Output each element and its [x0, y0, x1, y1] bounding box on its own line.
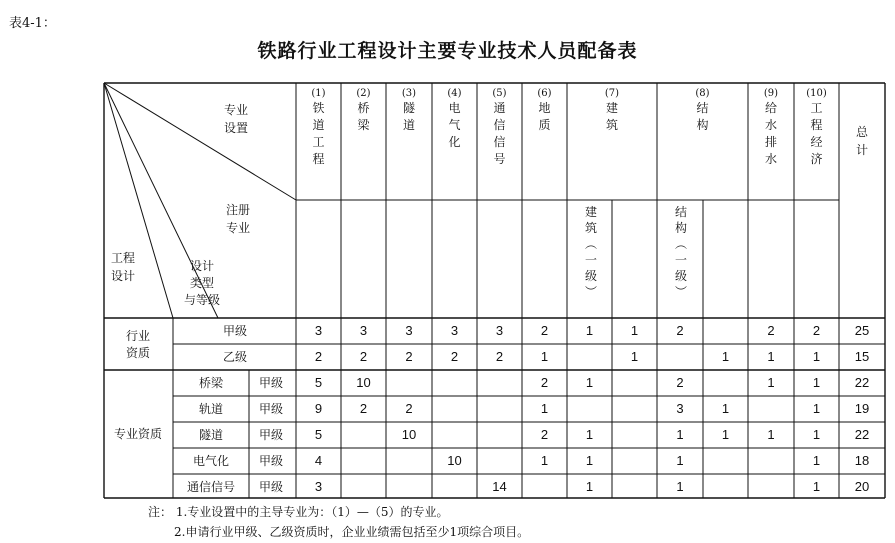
column-number-1: (1) [311, 88, 326, 99]
cell-value: 2 [405, 401, 413, 416]
cell-value: 15 [854, 349, 870, 364]
cell-value: 1 [585, 323, 594, 338]
column-name-3: 道 [402, 118, 416, 132]
corner-label-registered-specialty: 专业 [225, 221, 251, 235]
cell-value: 1 [812, 375, 821, 390]
row-type: 桥梁 [198, 376, 224, 390]
row-type: 甲级 [222, 324, 248, 338]
column-name-2: 桥 [357, 101, 370, 115]
registered-structure: ︵ [674, 237, 688, 251]
column-name-5: 信 [493, 135, 506, 149]
column-name-5: 号 [493, 152, 506, 166]
cell-value: 1 [630, 349, 639, 364]
corner-label-specialty-setting: 专业 [223, 103, 249, 117]
row-grade: 甲级 [258, 376, 284, 390]
registered-architecture: ︶ [584, 285, 598, 299]
registered-architecture: 一 [584, 253, 598, 267]
column-name-10: 程 [810, 118, 823, 132]
cell-value: 1 [812, 427, 821, 442]
cell-value: 3 [450, 323, 459, 338]
group-name-1: 专业资质 [113, 427, 163, 441]
cell-value: 2 [405, 349, 413, 364]
cell-value: 3 [676, 401, 684, 416]
column-number-8: (8) [695, 88, 710, 99]
registered-architecture: ︵ [584, 237, 598, 251]
total-header: 计 [855, 143, 869, 157]
row-grade: 甲级 [258, 454, 284, 468]
cell-value: 1 [630, 323, 639, 338]
cell-value: 2 [314, 349, 323, 364]
column-name-4: 电 [448, 101, 461, 115]
cell-value: 20 [854, 479, 870, 494]
cell-value: 3 [359, 323, 368, 338]
cell-value: 1 [676, 479, 684, 494]
cell-value: 1 [767, 349, 775, 364]
row-type: 电气化 [192, 454, 230, 468]
cell-value: 1 [721, 427, 730, 442]
column-name-4: 气 [448, 118, 461, 132]
corner-label-design-type: 与等级 [183, 293, 221, 307]
registered-structure: 构 [674, 221, 688, 235]
cell-value: 22 [854, 427, 870, 442]
column-name-4: 化 [448, 135, 461, 149]
column-name-1: 工 [312, 135, 325, 149]
cell-value: 3 [314, 479, 323, 494]
cell-value: 2 [540, 375, 549, 390]
cell-value: 1 [676, 427, 684, 442]
cell-value: 1 [721, 349, 730, 364]
row-grade: 甲级 [258, 428, 284, 442]
column-name-10: 工 [810, 101, 823, 115]
cell-value: 1 [812, 349, 821, 364]
registered-structure: ︶ [674, 285, 688, 299]
column-name-1: 铁 [312, 101, 325, 115]
column-name-7: 建 [605, 101, 619, 115]
cell-value: 1 [540, 401, 549, 416]
corner-label-specialty-setting: 设置 [223, 121, 249, 135]
cell-value: 1 [585, 453, 594, 468]
registered-structure: 一 [674, 253, 688, 267]
cell-value: 18 [854, 453, 870, 468]
column-name-7: 筑 [605, 118, 619, 132]
cell-value: 1 [676, 453, 684, 468]
cell-value: 1 [585, 479, 594, 494]
column-name-5: 信 [493, 118, 506, 132]
corner-label-registered-specialty: 注册 [225, 203, 251, 217]
cell-value: 1 [721, 401, 730, 416]
column-number-6: (6) [537, 88, 552, 99]
page-title: 铁路行业工程设计主要专业技术人员配备表 [257, 40, 638, 62]
notes [148, 502, 529, 542]
column-name-10: 经 [810, 135, 823, 149]
row-type: 轨道 [198, 402, 224, 416]
cell-value: 1 [540, 349, 549, 364]
row-grade: 甲级 [258, 402, 284, 416]
total-header: 总 [855, 125, 869, 139]
group-name-0: 行业 [125, 329, 151, 343]
column-name-9: 给 [764, 101, 778, 115]
column-name-8: 结 [696, 101, 709, 115]
cell-value: 1 [767, 375, 775, 390]
registered-architecture: 建 [584, 205, 598, 219]
cell-value: 2 [676, 323, 684, 338]
cell-value: 1 [585, 427, 594, 442]
corner-label-engineering-design: 设计 [110, 269, 136, 283]
cell-value: 2 [676, 375, 684, 390]
cell-value: 10 [447, 453, 462, 468]
cell-value: 2 [540, 323, 549, 338]
corner-label-design-type: 类型 [189, 276, 215, 290]
cell-value: 2 [540, 427, 549, 442]
cell-value: 2 [495, 349, 504, 364]
cell-value: 3 [314, 323, 323, 338]
cell-value: 3 [495, 323, 504, 338]
column-name-6: 质 [538, 118, 551, 132]
row-type: 乙级 [222, 350, 248, 364]
cell-value: 10 [401, 427, 417, 442]
column-name-1: 程 [312, 152, 325, 166]
registered-structure: 结 [674, 205, 688, 219]
column-name-1: 道 [312, 118, 325, 132]
row-grade: 甲级 [258, 480, 284, 494]
corner-label-engineering-design: 工程 [110, 251, 136, 265]
column-number-9: (9) [763, 88, 779, 99]
column-number-4: (4) [447, 88, 462, 99]
cell-value: 19 [854, 401, 870, 416]
cell-value: 2 [359, 401, 368, 416]
registered-structure: 级 [674, 269, 688, 283]
column-number-10: (10) [806, 88, 827, 99]
cell-value: 14 [492, 479, 507, 494]
cell-value: 9 [314, 401, 323, 416]
cell-value: 2 [812, 323, 821, 338]
column-name-10: 济 [810, 152, 823, 166]
cell-value: 2 [767, 323, 775, 338]
cell-value: 25 [854, 323, 870, 338]
column-number-3: (3) [401, 88, 417, 99]
column-name-6: 地 [538, 101, 551, 115]
column-number-2: (2) [356, 88, 371, 99]
cell-value: 1 [540, 453, 549, 468]
cell-value: 1 [812, 479, 821, 494]
registered-architecture: 级 [584, 269, 598, 283]
cell-value: 5 [314, 427, 323, 442]
column-name-5: 通 [493, 101, 506, 115]
column-number-7: (7) [604, 88, 620, 99]
cell-value: 1 [585, 375, 594, 390]
corner-label-design-type: 设计 [189, 259, 215, 273]
row-type: 通信信号 [186, 480, 236, 494]
cell-value: 10 [356, 375, 371, 390]
row-type: 隧道 [198, 428, 224, 442]
column-name-9: 水 [764, 118, 778, 132]
column-name-2: 梁 [357, 118, 370, 132]
cell-value: 3 [405, 323, 413, 338]
column-name-9: 水 [764, 152, 778, 166]
cell-value: 22 [854, 375, 870, 390]
cell-value: 1 [812, 453, 821, 468]
note-2: 2.申请行业甲级、乙级资质时，企业业绩需包括至少1项综合项目。 [174, 525, 530, 539]
cell-value: 1 [767, 427, 775, 442]
cell-value: 4 [314, 453, 323, 468]
registered-architecture: 筑 [584, 221, 598, 235]
cell-value: 2 [450, 349, 459, 364]
table-label: 表4-1： [9, 16, 56, 31]
column-name-3: 隧 [402, 101, 416, 115]
cell-value: 2 [359, 349, 368, 364]
column-number-5: (5) [492, 88, 507, 99]
column-name-8: 构 [696, 118, 709, 132]
note-1: 注： 1.专业设置中的主导专业为：（1）—（5）的专业。 [148, 505, 449, 519]
group-name-0: 资质 [125, 346, 151, 360]
cell-value: 1 [812, 401, 821, 416]
cell-value: 5 [314, 375, 323, 390]
column-name-9: 排 [764, 135, 778, 149]
